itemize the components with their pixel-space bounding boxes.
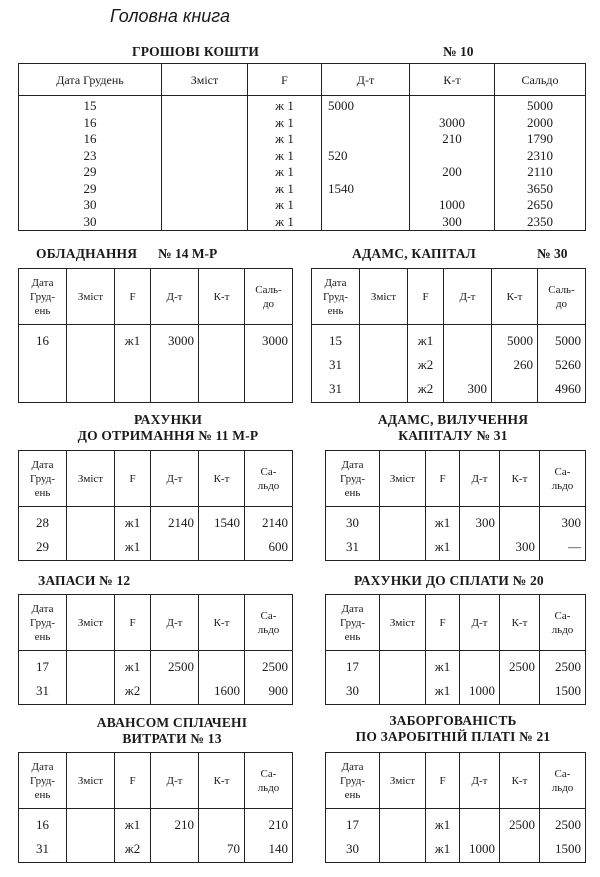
equipment-balance-value xyxy=(245,353,288,377)
cash-date-value: 23 xyxy=(83,147,97,163)
cash-f-value: ж 1 xyxy=(275,164,294,179)
prepaid-date-value: 31 xyxy=(36,841,49,856)
supplies-folio-column xyxy=(115,651,150,703)
adams-capital-description-column xyxy=(360,325,407,401)
cash-f-value: ж 1 xyxy=(275,180,294,196)
equipment-description-column xyxy=(67,325,114,401)
prepaid-folio-value: ж2 xyxy=(124,841,141,856)
adams-capital-description-value xyxy=(360,329,407,353)
wages-payable-credit-value: 2500 xyxy=(509,817,535,832)
equipment-folio-value: ж1 xyxy=(124,333,141,348)
col-header-balance: Са- льдо xyxy=(245,753,293,809)
cash-folio-column xyxy=(248,98,321,230)
equipment-date-value xyxy=(19,353,66,377)
cash-desc-value xyxy=(162,113,247,130)
adams-capital-folio-value: ж1 xyxy=(417,333,434,348)
cash-bal-value: 2350 xyxy=(527,213,553,229)
cash-bal-value: 5000 xyxy=(527,98,553,113)
prepaid-credit-value xyxy=(199,813,240,837)
cash-desc-value xyxy=(162,212,247,229)
adams-capital-balance-value: 5000 xyxy=(555,333,581,348)
col-header-description: Зміст xyxy=(67,753,115,809)
cash-bal-value: 3650 xyxy=(527,180,553,196)
receivables-debit-value: 2140 xyxy=(168,515,194,530)
receivables-credit-value xyxy=(199,535,240,559)
wages-payable-date-value: 30 xyxy=(346,841,359,856)
supplies-credit-value xyxy=(199,655,240,679)
prepaid-balance-value: 210 xyxy=(268,817,288,832)
equipment-account-number: № 14 М-Р xyxy=(158,246,218,261)
payables-credit-value xyxy=(500,679,535,703)
cash-date-value: 16 xyxy=(83,131,97,146)
adams-capital-title: АДАМС, КАПІТАЛ xyxy=(352,246,476,261)
adams-drawings-folio-value: ж1 xyxy=(434,539,451,554)
cash-desc-value xyxy=(162,96,247,113)
receivables-folio-value: ж1 xyxy=(124,515,141,530)
receivables-date-value: 28 xyxy=(36,515,49,530)
receivables-balance-value: 600 xyxy=(268,539,288,554)
col-header-folio: F xyxy=(115,595,151,651)
col-header-description: Зміст xyxy=(380,753,426,809)
prepaid-debit-value xyxy=(151,837,194,861)
col-header-date: Дата Груд- ень xyxy=(326,451,380,507)
equipment-debit-value xyxy=(151,353,194,377)
col-header-folio: F xyxy=(115,753,151,809)
col-header-balance: Са- льдо xyxy=(540,451,586,507)
col-header-folio: F xyxy=(426,753,460,809)
col-header-date: Дата Грудень xyxy=(19,64,162,96)
cash-dt-value: 1540 xyxy=(328,180,354,196)
adams-capital-number: № 30 xyxy=(537,246,568,261)
prepaid-description-value xyxy=(67,837,114,861)
wages-payable-balance-value: 1500 xyxy=(555,841,581,856)
adams-drawings-title xyxy=(322,412,584,444)
supplies-date-value: 31 xyxy=(36,683,49,698)
adams-drawings-description-value xyxy=(380,535,425,559)
cash-dt-value xyxy=(328,115,409,132)
col-header-debit: Д-т xyxy=(444,269,492,325)
cash-f-value: ж 1 xyxy=(275,98,294,113)
col-header-balance: Са- льдо xyxy=(540,595,586,651)
supplies-balance-value: 2500 xyxy=(262,659,288,674)
wages-payable-balance-value: 2500 xyxy=(555,817,581,832)
col-header-folio: F xyxy=(115,269,151,325)
receivables-title-line-2: ДО ОТРИМАННЯ № 11 М-Р xyxy=(77,428,259,443)
prepaid-balance-value: 140 xyxy=(268,841,288,856)
wages-payable-date-value: 17 xyxy=(346,817,359,832)
adams-capital-ledger-table xyxy=(311,268,586,403)
cash-kt-value xyxy=(410,181,494,198)
wages-payable-folio-column xyxy=(426,809,459,861)
cash-date-value: 29 xyxy=(83,164,97,179)
adams-drawings-date-value: 31 xyxy=(346,539,359,554)
col-header-debit: Д-т xyxy=(460,451,500,507)
adams-capital-date-value: 31 xyxy=(329,357,342,372)
payables-credit-value: 2500 xyxy=(509,659,535,674)
col-header-balance: Са- льдо xyxy=(540,753,586,809)
equipment-credit-value xyxy=(199,353,240,377)
receivables-account-title xyxy=(38,412,298,444)
cash-bal-value: 2000 xyxy=(527,114,553,130)
receivables-folio-column xyxy=(115,507,150,559)
wages-payable-description-column xyxy=(380,809,425,861)
payables-ledger-table xyxy=(325,594,586,705)
wages-payable-debit-value: 1000 xyxy=(469,841,495,856)
adams-capital-debit-value: 300 xyxy=(467,381,487,396)
adams-capital-debit-value xyxy=(444,329,487,353)
cash-date-value: 30 xyxy=(83,197,97,212)
col-header-folio: F xyxy=(426,451,460,507)
cash-bal-value: 2650 xyxy=(527,197,553,212)
cash-kt-value xyxy=(410,148,494,165)
prepaid-debit-column xyxy=(151,809,194,861)
receivables-credit-column xyxy=(199,507,240,559)
cash-desc-value xyxy=(162,146,247,163)
adams-capital-debit-column xyxy=(444,325,487,401)
adams-drawings-credit-value: 300 xyxy=(515,539,535,554)
receivables-date-column xyxy=(19,507,66,559)
col-header-folio: F xyxy=(115,451,151,507)
receivables-description-value xyxy=(67,535,114,559)
adams-drawings-credit-value xyxy=(500,511,535,535)
wages-payable-debit-value xyxy=(460,813,495,837)
receivables-ledger-table xyxy=(18,450,293,561)
adams-drawings-folio-column xyxy=(426,507,459,559)
cash-description-column xyxy=(162,96,247,228)
adams-drawings-description-value xyxy=(380,511,425,535)
prepaid-title-line-1: АВАНСОМ СПЛАЧЕНІ xyxy=(96,715,248,730)
payables-folio-value: ж1 xyxy=(434,683,451,698)
adams-capital-description-value xyxy=(360,353,407,377)
equipment-date-value xyxy=(19,377,66,401)
payables-description-value xyxy=(380,679,425,703)
adams-drawings-date-value: 30 xyxy=(346,515,359,530)
prepaid-credit-column xyxy=(199,809,240,861)
adams-drawings-title-line-1: АДАМС, ВИЛУЧЕННЯ xyxy=(377,412,529,427)
equipment-date-value: 16 xyxy=(36,333,49,348)
adams-drawings-title-line-2: КАПІТАЛУ № 31 xyxy=(398,428,508,443)
cash-kt-value: 3000 xyxy=(439,114,465,130)
equipment-description-value xyxy=(67,377,114,401)
adams-capital-balance-value: 4960 xyxy=(555,381,581,396)
adams-capital-debit-value xyxy=(444,353,487,377)
col-header-debit: Д-т xyxy=(151,595,199,651)
payables-debit-value xyxy=(460,655,495,679)
cash-balance-column xyxy=(495,98,585,230)
cash-f-value: ж 1 xyxy=(275,114,294,130)
col-header-description: Зміст xyxy=(67,269,115,325)
equipment-credit-value xyxy=(199,377,240,401)
cash-date-value: 30 xyxy=(83,213,97,229)
prepaid-title-line-2: ВИТРАТИ № 13 xyxy=(122,731,222,746)
prepaid-ledger-table xyxy=(18,752,293,863)
adams-drawings-balance-value: — xyxy=(568,539,581,554)
cash-date-column xyxy=(19,98,161,230)
prepaid-debit-value: 210 xyxy=(174,817,194,832)
adams-capital-folio-column xyxy=(408,325,443,401)
prepaid-folio-column xyxy=(115,809,150,861)
payables-date-column xyxy=(326,651,379,703)
equipment-balance-value: 3000 xyxy=(262,333,288,348)
wages-payable-title-line-2: ПО ЗАРОБІТНІЙ ПЛАТІ № 21 xyxy=(355,729,551,744)
col-header-debit: Д-т xyxy=(151,269,199,325)
cash-kt-value xyxy=(410,98,494,115)
adams-capital-description-value xyxy=(360,377,407,401)
adams-drawings-credit-column xyxy=(500,507,535,559)
col-header-credit: К-т xyxy=(199,595,245,651)
prepaid-balance-column xyxy=(245,809,288,861)
col-header-date: Дата Груд- ень xyxy=(19,595,67,651)
payables-account-title: РАХУНКИ ДО СПЛАТИ № 20 xyxy=(354,573,544,588)
supplies-folio-value: ж1 xyxy=(124,659,141,674)
receivables-date-value: 29 xyxy=(36,539,49,554)
wages-payable-credit-value xyxy=(500,837,535,861)
col-header-folio: F xyxy=(426,595,460,651)
receivables-debit-value xyxy=(151,535,194,559)
adams-capital-balance-value: 5260 xyxy=(555,357,581,372)
col-header-credit: К-т xyxy=(199,269,245,325)
cash-credit-column xyxy=(410,98,494,230)
col-header-date: Дата Груд- ень xyxy=(326,595,380,651)
payables-date-value: 17 xyxy=(346,659,359,674)
col-header-folio: F xyxy=(408,269,444,325)
wages-payable-balance-column xyxy=(540,809,581,861)
equipment-balance-value xyxy=(245,377,288,401)
adams-capital-folio-value: ж2 xyxy=(417,357,434,372)
col-header-credit: К-т xyxy=(199,753,245,809)
adams-capital-date-column xyxy=(312,325,359,401)
adams-drawings-ledger-table xyxy=(325,450,586,561)
cash-ledger-table xyxy=(18,63,586,231)
col-header-date: Дата Груд- ень xyxy=(326,753,380,809)
cash-desc-value xyxy=(162,179,247,196)
cash-debit-column xyxy=(328,98,409,230)
equipment-debit-column xyxy=(151,325,194,401)
cash-dt-value: 5000 xyxy=(328,98,354,113)
col-header-debit: Д-т xyxy=(322,64,410,96)
wages-payable-description-value xyxy=(380,837,425,861)
equipment-description-value xyxy=(67,353,114,377)
col-header-credit: К-т xyxy=(500,451,540,507)
col-header-balance: Сальдо xyxy=(495,64,586,96)
supplies-account-title: ЗАПАСИ № 12 xyxy=(38,573,131,588)
prepaid-credit-value: 70 xyxy=(227,841,240,856)
cash-f-value: ж 1 xyxy=(275,131,294,146)
cash-dt-value xyxy=(328,164,409,181)
col-header-debit: Д-т xyxy=(151,753,199,809)
col-header-balance: Са- льдо xyxy=(245,451,293,507)
equipment-folio-value xyxy=(115,377,150,401)
cash-f-value: ж 1 xyxy=(275,197,294,212)
payables-credit-column xyxy=(500,651,535,703)
payables-date-value: 30 xyxy=(346,683,359,698)
col-header-balance: Саль- до xyxy=(538,269,586,325)
cash-dt-value xyxy=(328,214,409,231)
supplies-balance-value: 900 xyxy=(268,683,288,698)
supplies-debit-value: 2500 xyxy=(168,659,194,674)
cash-desc-value xyxy=(162,129,247,146)
equipment-folio-value xyxy=(115,353,150,377)
supplies-description-value xyxy=(67,655,114,679)
wages-payable-ledger-table xyxy=(325,752,586,863)
cash-account-number: № 10 xyxy=(443,44,474,59)
col-header-description: Зміст xyxy=(360,269,408,325)
equipment-folio-column xyxy=(115,325,150,401)
col-header-description: Зміст xyxy=(380,451,426,507)
col-header-balance: Саль- до xyxy=(245,269,293,325)
cash-dt-value xyxy=(328,131,409,148)
payables-description-column xyxy=(380,651,425,703)
wages-payable-folio-value: ж1 xyxy=(434,817,451,832)
receivables-balance-value: 2140 xyxy=(262,515,288,530)
col-header-debit: Д-т xyxy=(460,595,500,651)
prepaid-date-column xyxy=(19,809,66,861)
payables-balance-column xyxy=(540,651,581,703)
wages-payable-title-line-1: ЗАБОРГОВАНІСТЬ xyxy=(389,713,517,728)
receivables-credit-value: 1540 xyxy=(214,515,240,530)
col-header-description: Зміст xyxy=(67,451,115,507)
supplies-description-value xyxy=(67,679,114,703)
cash-desc-value xyxy=(162,195,247,212)
adams-capital-date-value: 15 xyxy=(329,333,342,348)
cash-kt-value: 210 xyxy=(442,131,462,146)
prepaid-description-column xyxy=(67,809,114,861)
equipment-credit-column xyxy=(199,325,240,401)
cash-desc-value xyxy=(162,162,247,179)
col-header-debit: Д-т xyxy=(151,451,199,507)
adams-capital-credit-value: 5000 xyxy=(507,333,533,348)
equipment-debit-value: 3000 xyxy=(168,333,194,348)
adams-capital-credit-value xyxy=(492,377,533,401)
cash-account-title: ГРОШОВІ КОШТИ xyxy=(132,44,260,59)
col-header-folio: F xyxy=(248,64,322,96)
col-header-balance: Са- льдо xyxy=(245,595,293,651)
adams-drawings-balance-value: 300 xyxy=(561,515,581,530)
payables-folio-value: ж1 xyxy=(434,659,451,674)
equipment-credit-value xyxy=(199,329,240,353)
prepaid-folio-value: ж1 xyxy=(124,817,141,832)
wages-payable-title xyxy=(322,713,584,745)
wages-payable-date-column xyxy=(326,809,379,861)
payables-balance-value: 2500 xyxy=(555,659,581,674)
cash-bal-value: 2110 xyxy=(527,164,553,179)
equipment-account-title: ОБЛАДНАННЯ xyxy=(36,246,138,261)
adams-drawings-debit-column xyxy=(460,507,495,559)
supplies-debit-column xyxy=(151,651,194,703)
col-header-date: Дата Груд- ень xyxy=(312,269,360,325)
adams-capital-date-value: 31 xyxy=(329,381,342,396)
equipment-ledger-table xyxy=(18,268,293,403)
cash-kt-value: 300 xyxy=(442,213,462,229)
cash-kt-value: 200 xyxy=(442,164,462,179)
col-header-credit: К-т xyxy=(492,269,538,325)
equipment-debit-value xyxy=(151,377,194,401)
supplies-description-column xyxy=(67,651,114,703)
col-header-date: Дата Груд- ень xyxy=(19,753,67,809)
payables-description-value xyxy=(380,655,425,679)
prepaid-description-value xyxy=(67,813,114,837)
wages-payable-description-value xyxy=(380,813,425,837)
col-header-date: Дата Груд- ень xyxy=(19,451,67,507)
supplies-folio-value: ж2 xyxy=(124,683,141,698)
col-header-date: Дата Груд- ень xyxy=(19,269,67,325)
adams-drawings-description-column xyxy=(380,507,425,559)
col-header-description: Зміст xyxy=(67,595,115,651)
receivables-balance-column xyxy=(245,507,288,559)
wages-payable-folio-value: ж1 xyxy=(434,841,451,856)
adams-drawings-debit-value xyxy=(460,535,495,559)
adams-drawings-folio-value: ж1 xyxy=(434,515,451,530)
adams-capital-folio-value: ж2 xyxy=(417,381,434,396)
col-header-credit: К-т xyxy=(500,595,540,651)
cash-dt-value: 520 xyxy=(328,147,348,163)
col-header-credit: К-т xyxy=(199,451,245,507)
col-header-credit: К-т xyxy=(500,753,540,809)
col-header-description: Зміст xyxy=(162,64,248,96)
wages-payable-credit-column xyxy=(500,809,535,861)
supplies-date-column xyxy=(19,651,66,703)
page-title: Головна книга xyxy=(110,6,230,26)
cash-f-value: ж 1 xyxy=(275,147,294,163)
supplies-credit-column xyxy=(199,651,240,703)
payables-folio-column xyxy=(426,651,459,703)
equipment-date-column xyxy=(19,325,66,401)
cash-date-value: 15 xyxy=(83,98,97,113)
payables-debit-column xyxy=(460,651,495,703)
receivables-title-line-1: РАХУНКИ xyxy=(133,412,203,427)
receivables-folio-value: ж1 xyxy=(124,539,141,554)
cash-bal-value: 2310 xyxy=(527,147,553,163)
adams-drawings-debit-value: 300 xyxy=(475,515,495,530)
adams-capital-balance-column xyxy=(538,325,581,401)
prepaid-account-title xyxy=(46,715,298,747)
supplies-ledger-table xyxy=(18,594,293,705)
cash-kt-value: 1000 xyxy=(439,197,465,212)
adams-drawings-balance-column xyxy=(540,507,581,559)
payables-balance-value: 1500 xyxy=(555,683,581,698)
equipment-description-value xyxy=(67,329,114,353)
equipment-balance-column xyxy=(245,325,288,401)
supplies-date-value: 17 xyxy=(36,659,49,674)
receivables-description-value xyxy=(67,511,114,535)
col-header-debit: Д-т xyxy=(460,753,500,809)
wages-payable-debit-column xyxy=(460,809,495,861)
adams-capital-credit-column xyxy=(492,325,533,401)
col-header-credit: К-т xyxy=(410,64,495,96)
cash-date-value: 16 xyxy=(83,114,97,130)
cash-bal-value: 1790 xyxy=(527,131,553,146)
adams-capital-credit-value: 260 xyxy=(513,357,533,372)
cash-dt-value xyxy=(328,197,409,214)
adams-drawings-date-column xyxy=(326,507,379,559)
receivables-description-column xyxy=(67,507,114,559)
cash-f-value: ж 1 xyxy=(275,213,294,229)
supplies-credit-value: 1600 xyxy=(214,683,240,698)
prepaid-date-value: 16 xyxy=(36,817,49,832)
cash-date-value: 29 xyxy=(83,180,97,196)
supplies-balance-column xyxy=(245,651,288,703)
col-header-description: Зміст xyxy=(380,595,426,651)
receivables-debit-column xyxy=(151,507,194,559)
supplies-debit-value xyxy=(151,679,194,703)
payables-debit-value: 1000 xyxy=(469,683,495,698)
